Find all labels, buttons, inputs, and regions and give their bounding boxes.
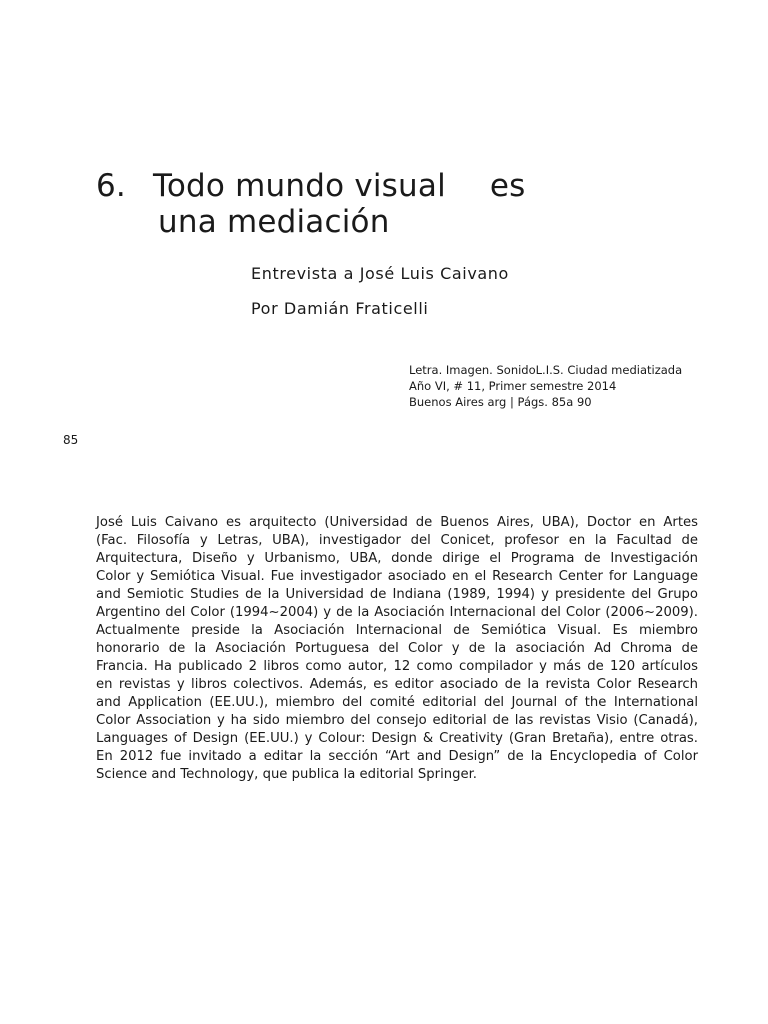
biography-line: and Semiotic Studies de la Universidad de Indiana (1989, 1994) y presidente del Grupo	[96, 587, 698, 602]
biography-line: Color Association y ha sido miembro del consejo editorial de las revistas Visio (Canadá),	[96, 713, 698, 728]
chapter-title-line-2-text: una mediación	[158, 204, 390, 240]
biography-line: Argentino del Color (1994~2004) y de la Asociación Internacional del Color (2006~2009).	[96, 605, 698, 620]
chapter-title-part-2: es	[489, 168, 526, 204]
chapter-title	[96, 168, 616, 240]
chapter-title-line-2	[96, 204, 616, 240]
biography-line: honorario de la Asociación Portuguesa del Color y de la asociación Ad Chroma de	[96, 641, 698, 656]
citation-line-1: Letra. Imagen. SonidoL.I.S. Ciudad mediatizada	[409, 363, 683, 377]
biography-line: and Application (EE.UU.), miembro del comité editorial del Journal of the International	[96, 695, 698, 710]
chapter-title-line-1	[96, 168, 616, 204]
biography-line: Arquitectura, Diseño y Urbanismo, UBA, donde dirige el Programa de Investigación	[96, 551, 698, 566]
chapter-title-part-1: Todo mundo visual	[153, 168, 446, 204]
chapter-number: 6.	[96, 168, 126, 204]
biography-paragraph	[96, 514, 698, 784]
publication-citation	[409, 362, 749, 410]
biography-line: José Luis Caivano es arquitecto (Universidad de Buenos Aires, UBA), Doctor en Artes	[96, 515, 698, 530]
biography-line: Francia. Ha publicado 2 libros como autor, 12 como compilador y más de 120 artículos	[96, 659, 698, 674]
biography-line: en revistas y libros colectivos. Además, es editor asociado de la revista Color Research	[96, 677, 698, 692]
biography-line: Actualmente preside la Asociación Internacional de Semiótica Visual. Es miembro	[96, 623, 698, 638]
interview-author: Por Damián Fraticelli	[251, 299, 429, 318]
biography-line: Languages of Design (EE.UU.) y Colour: Design & Creativity (Gran Bretaña), entre otras.	[96, 731, 698, 746]
biography-line: (Fac. Filosofía y Letras, UBA), investigador del Conicet, profesor en la Facultad de	[96, 533, 698, 548]
page-number: 85	[63, 433, 79, 447]
biography-line: Color y Semiótica Visual. Fue investigador asociado en el Research Center for Language	[96, 569, 698, 584]
biography-line: En 2012 fue invitado a editar la sección “Art and Design” de la Encyclopedia of Color	[96, 749, 698, 764]
citation-line-3: Buenos Aires arg | Págs. 85a 90	[409, 395, 592, 409]
citation-line-2: Año VI, # 11, Primer semestre 2014	[409, 379, 617, 393]
interview-subject: Entrevista a José Luis Caivano	[251, 264, 509, 283]
biography-line: Science and Technology, que publica la editorial Springer.	[96, 767, 477, 782]
